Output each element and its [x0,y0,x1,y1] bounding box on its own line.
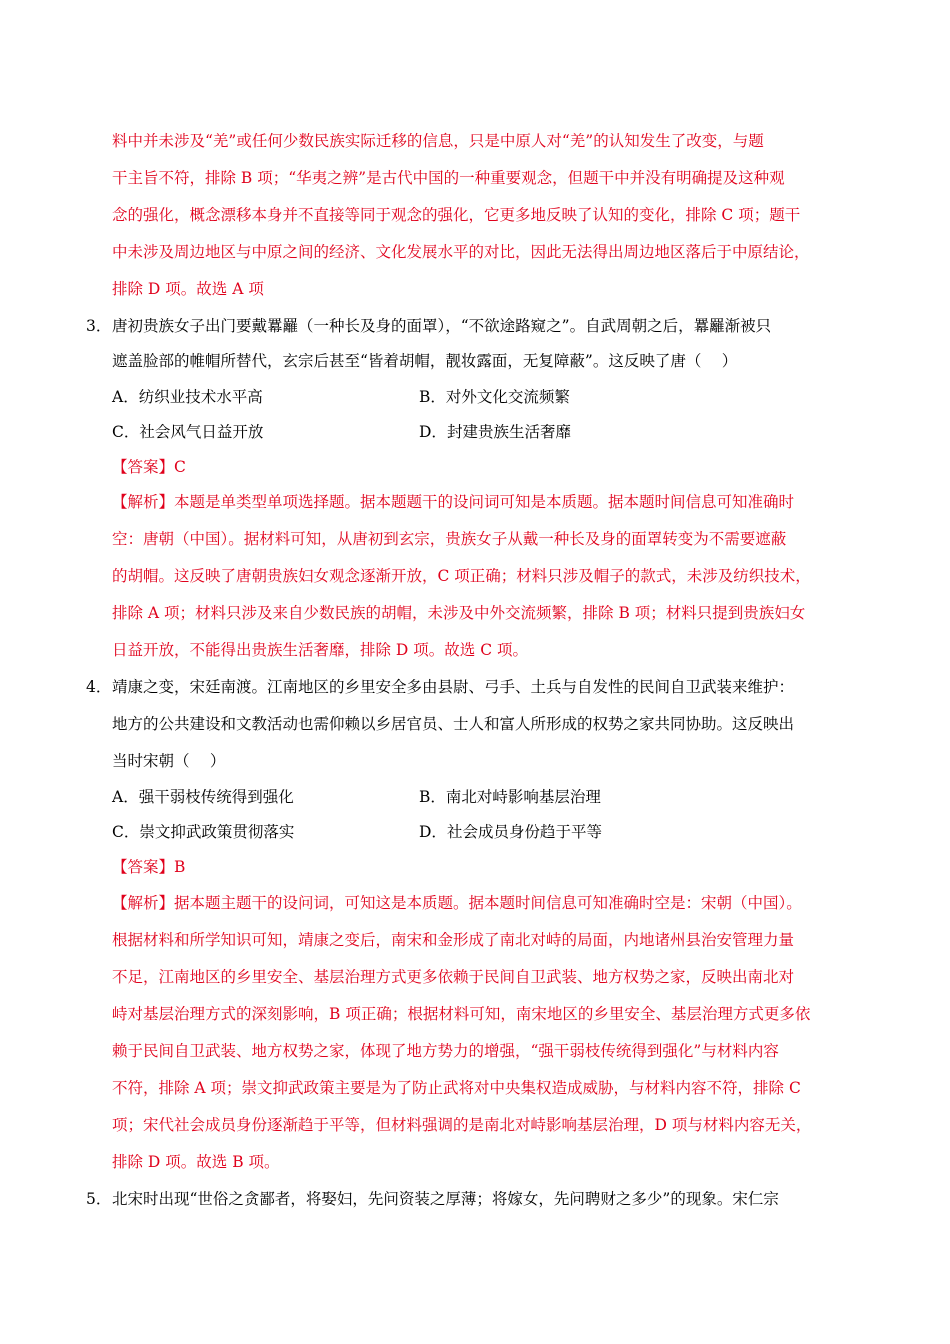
option-label: A． [112,388,139,406]
option-d [419,422,571,442]
option-c [112,422,263,442]
analysis-line: 【解析】据本题主题干的设问词，可知这是本质题。据本题时间信息可知准确时空是：宋朝（中国）。 [112,894,802,912]
option-text: 南北对峙影响基层治理 [445,788,601,806]
analysis-line: 不足，江南地区的乡里安全、基层治理方式更多依赖于民间自卫武装、地方权势之家，反映出南北对 [112,968,795,986]
question-stem-line: 唐初贵族女子出门要戴羃䍦（一种长及身的面罩），“不欲途路窥之”。自武周朝之后，羃䍦渐被只 [112,317,772,335]
option-text: 纺织业技术水平高 [138,388,263,406]
analysis-line: 排除 D 项。故选 B 项。 [112,1153,280,1171]
analysis-line: 不符，排除 A 项；崇文抑武政策主要是为了防止武将对中央集权造成威胁，与材料内容不符，排除 C [112,1079,801,1097]
option-text: 对外文化交流频繁 [445,388,570,406]
prev-analysis-line: 排除 D 项。故选 A 项 [112,280,264,298]
option-label: C． [112,423,140,441]
option-b [419,787,601,807]
question-stem-line: 靖康之变，宋廷南渡。江南地区的乡里安全多由县尉、弓手、土兵与自发性的民间自卫武装来维护： [112,678,795,696]
option-label: A． [112,788,139,806]
option-label: D． [419,423,447,441]
answer-label: 【答案】B [112,858,186,876]
option-text: 社会成员身份趋于平等 [446,823,602,841]
option-c [112,822,294,842]
option-label: B． [419,388,446,406]
question-stem-line: 当时宋朝（ ） [112,752,226,770]
question-number: 3． [86,317,112,335]
option-label: D． [419,823,447,841]
option-label: C． [112,823,140,841]
analysis-line: 根据材料和所学知识可知，靖康之变后，南宋和金形成了南北对峙的局面，内地诸州县治安管理力量 [112,931,795,949]
option-text: 强干弱枝传统得到强化 [138,788,294,806]
prev-analysis-line: 念的强化，概念漂移本身并不直接等同于观念的强化，它更多地反映了认知的变化，排除 C 项；题干 [112,206,801,224]
question-stem-line: 地方的公共建设和文教活动也需仰赖以乡居官员、士人和富人所形成的权势之家共同协助。这反映出 [112,715,795,733]
prev-analysis-line: 料中并未涉及“羌”或任何少数民族实际迁移的信息，只是中原人对“羌”的认知发生了改变，与题 [112,132,764,150]
option-a [112,387,263,407]
option-text: 社会风气日益开放 [139,423,264,441]
option-label: B． [419,788,446,806]
question-number: 4． [86,678,112,696]
analysis-line: 【解析】本题是单类型单项选择题。据本题题干的设问词可知是本质题。据本题时间信息可知准确时 [112,493,795,511]
prev-analysis-line: 干主旨不符，排除 B 项；“华夷之辨”是古代中国的一种重要观念，但题干中并没有明确提及这种观 [112,169,785,187]
analysis-line: 项；宋代社会成员身份逐渐趋于平等，但材料强调的是南北对峙影响基层治理，D 项与材料内容无关， [112,1116,812,1134]
prev-analysis-line: 中未涉及周边地区与中原之间的经济、文化发展水平的对比，因此无法得出周边地区落后于中原结论， [112,243,810,261]
analysis-line: 峙对基层治理方式的深刻影响，B 项正确；根据材料可知，南宋地区的乡里安全、基层治理方式更多依 [112,1005,811,1023]
option-text: 崇文抑武政策贯彻落实 [139,823,295,841]
analysis-line: 赖于民间自卫武装、地方权势之家，体现了地方势力的增强，“强干弱枝传统得到强化”与材料内容 [112,1042,779,1060]
analysis-line: 空：唐朝（中国）。据材料可知，从唐初到玄宗，贵族女子从戴一种长及身的面罩转变为不需要遮蔽 [112,530,787,548]
question-number: 5． [86,1190,112,1208]
question-stem-line: 遮盖脸部的帷帽所替代，玄宗后甚至“皆着胡帽，靓妆露面，无复障蔽”。这反映了唐（ ） [112,352,738,370]
answer-label: 【答案】C [112,458,186,476]
option-b [419,387,570,407]
analysis-line: 的胡帽。这反映了唐朝贵族妇女观念逐渐开放，C 项正确；材料只涉及帽子的款式，未涉及纺织技术， [112,567,811,585]
option-a [112,787,294,807]
question-stem-line: 北宋时出现“世俗之贪鄙者，将娶妇，先问资装之厚薄；将嫁女，先问聘财之多少”的现象。宋仁宗 [112,1190,779,1208]
option-text: 封建贵族生活奢靡 [446,423,571,441]
analysis-line: 日益开放，不能得出贵族生活奢靡，排除 D 项。故选 C 项。 [112,641,528,659]
option-d [419,822,602,842]
analysis-line: 排除 A 项；材料只涉及来自少数民族的胡帽，未涉及中外交流频繁，排除 B 项；材料只提到贵族妇女 [112,604,806,622]
